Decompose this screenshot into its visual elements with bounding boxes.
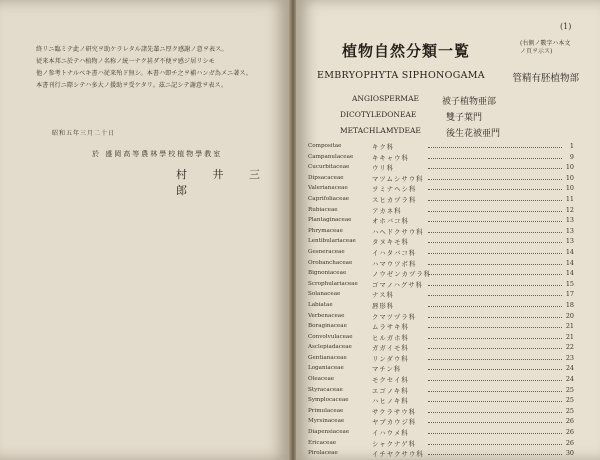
page-reference: 14 [565, 269, 574, 278]
division-name-ja: 管精有胚植物部 [512, 73, 579, 84]
family-name-latin: Plantaginaceae [308, 217, 352, 224]
index-row [308, 416, 574, 427]
page-reference: 22 [565, 343, 574, 352]
group-heading [340, 110, 483, 123]
page-reference: 11 [565, 194, 574, 203]
index-row [308, 162, 574, 173]
family-name-ja: ハヒノキ科 [372, 397, 409, 406]
index-row [308, 342, 574, 353]
index-row [308, 332, 574, 343]
group-name-ja: 後生花被亜門 [446, 129, 501, 139]
page-reference: 9 [569, 152, 574, 161]
group-name-en: DICOTYLEDONEAE [340, 110, 417, 119]
family-name-latin: Oleaceae [308, 376, 335, 383]
family-name-latin: Cucurbitaceae [308, 164, 350, 171]
index-row [308, 205, 574, 216]
family-name-latin: Phrymaceae [308, 227, 343, 234]
family-name-ja: イハタバコ科 [372, 248, 417, 257]
page-reference: 24 [565, 364, 574, 373]
family-name-ja: エゴノキ科 [372, 386, 409, 395]
index-row [308, 279, 574, 290]
family-name-ja: マチン科 [372, 365, 402, 374]
index-row [308, 289, 574, 300]
author-name: 村 井 三 郎 [176, 168, 271, 197]
family-name-latin: Verbenaceae [308, 312, 345, 319]
family-name-ja: ヲミナヘシ科 [372, 185, 417, 194]
leader-dots [428, 295, 562, 296]
leader-dots [428, 306, 562, 307]
page-reference: 21 [565, 332, 574, 341]
leader-dots [428, 348, 562, 349]
page-reference: 21 [565, 322, 574, 331]
leader-dots [428, 422, 562, 423]
family-name-latin: Primulaceae [308, 407, 344, 414]
family-name-latin: Myrsinaceae [308, 418, 345, 425]
page-reference: 26 [565, 428, 574, 437]
index-row [308, 152, 574, 163]
family-name-ja: イチヤクサウ科 [372, 450, 424, 459]
index-row [308, 353, 574, 364]
family-name-latin: Campanulaceae [308, 153, 354, 160]
page-reference: 25 [565, 396, 574, 405]
page-reference: 10 [565, 163, 574, 172]
index-row [308, 300, 574, 311]
preface-text [36, 44, 286, 92]
family-name-latin: Rubiaceae [308, 206, 338, 213]
index-row [308, 236, 574, 247]
index-row [308, 141, 574, 152]
family-name-ja: リンダウ科 [372, 354, 409, 363]
page-reference: 25 [565, 406, 574, 415]
page-reference: 30 [565, 449, 574, 458]
family-name-latin: Valerianaceae [308, 185, 348, 192]
index-row [308, 448, 574, 459]
title-note: (右側ノ數字ハ本文ノ頁ヲ示ス) [520, 40, 571, 55]
family-name-ja: ヤブカウジ科 [372, 418, 417, 427]
family-name-ja: ナス科 [372, 291, 394, 300]
group-name-ja: 雙子葉門 [446, 113, 483, 123]
leader-dots [428, 221, 562, 222]
page-number: (1) [560, 22, 572, 31]
family-name-latin: Diapensiaceae [308, 429, 350, 436]
family-name-latin: Orobanchaceae [308, 259, 353, 266]
leader-dots [428, 327, 562, 328]
leader-dots [428, 168, 562, 169]
index-row [308, 438, 574, 449]
family-name-latin: Styracaceae [308, 386, 343, 393]
family-name-latin: Ericaceae [308, 439, 337, 446]
family-index [308, 141, 574, 459]
family-name-latin: Gentianaceae [308, 354, 347, 361]
page-title: 植物自然分類一覧 [342, 42, 471, 60]
index-row [308, 247, 574, 258]
index-row [308, 173, 574, 184]
leader-dots [428, 380, 562, 381]
leader-dots [428, 264, 562, 265]
preface-line: 従来本邦ニ於テハ植物ノ名称ノ統一ナク甚ダ不便ヲ感ジ居リシモ [36, 58, 215, 65]
group-heading [352, 94, 497, 107]
leader-dots [428, 444, 562, 445]
family-name-latin: Pirolaceae [308, 450, 338, 457]
leader-dots [428, 253, 562, 254]
page-reference: 13 [565, 216, 574, 225]
family-name-latin: Dipsacaceae [308, 174, 344, 181]
family-name-latin: Compositae [308, 143, 342, 149]
family-name-latin: Solanaceae [308, 291, 341, 298]
index-row [308, 395, 574, 406]
leader-dots [428, 211, 562, 212]
leader-dots [428, 158, 562, 159]
index-row [308, 321, 574, 332]
index-row [308, 268, 574, 279]
leader-dots [428, 200, 562, 201]
page-reference: 15 [565, 279, 574, 288]
page-reference: 10 [565, 184, 574, 193]
family-name-ja: モクセイ科 [372, 376, 409, 385]
family-name-ja: タヌキモ科 [372, 238, 409, 247]
group-name-en: METACHLAMYDEAE [340, 126, 421, 135]
index-row [308, 215, 574, 226]
preface-line: 他ノ参考トナルベキ書ハ従来殆ド無シ。本書ハ即チ之ヲ補ハンガ為メニ著ス。 [36, 70, 252, 77]
page-reference: 26 [565, 417, 574, 426]
leader-dots [428, 242, 562, 243]
family-name-ja: マツムシサウ科 [372, 174, 424, 183]
leader-dots [428, 274, 562, 275]
page-reference: 1 [569, 142, 574, 150]
family-name-latin: Boraginaceae [308, 323, 347, 330]
leader-dots [428, 359, 562, 360]
family-name-ja: ヒルガホ科 [372, 333, 409, 342]
family-name-ja: ウリ科 [372, 164, 395, 173]
family-name-ja: オホバコ科 [372, 217, 409, 226]
page-reference: 23 [565, 353, 574, 362]
division-heading [317, 70, 579, 84]
family-name-ja: ノウゼンカヅラ科 [372, 270, 432, 279]
index-row [308, 311, 574, 322]
leader-dots [428, 189, 562, 190]
page-reference: 14 [565, 258, 574, 267]
page-reference: 18 [565, 300, 574, 309]
family-name-ja: ハマウツボ科 [372, 259, 417, 268]
page-reference: 17 [565, 290, 574, 299]
family-name-ja: クマツヅラ科 [372, 312, 417, 321]
family-name-latin: Labiatae [308, 301, 333, 308]
family-name-latin: Convolvulaceae [308, 333, 353, 340]
family-name-ja: スヒカヅラ科 [372, 195, 417, 204]
page-reference: 12 [565, 205, 574, 214]
family-name-latin: Lentibulariaceae [308, 238, 356, 245]
family-name-latin: Asclepiadaceae [308, 344, 352, 351]
left-page [0, 0, 290, 460]
family-name-ja: アカネ科 [372, 206, 402, 215]
leader-dots [428, 317, 562, 318]
page-reference: 10 [565, 173, 574, 182]
index-row [308, 183, 574, 194]
page-reference: 14 [565, 247, 574, 256]
group-name-ja: 被子植物亜部 [442, 97, 497, 107]
page-reference: 20 [565, 311, 574, 320]
family-name-latin: Gesneraceae [308, 248, 345, 255]
index-row [308, 427, 574, 438]
index-row [308, 406, 574, 417]
family-name-ja: ゴマノハグサ科 [372, 280, 424, 289]
index-row [308, 194, 574, 205]
family-name-latin: Scrophulariaceae [308, 280, 358, 287]
index-row [308, 226, 574, 237]
index-row [308, 385, 574, 396]
family-name-ja: キキャウ科 [372, 153, 409, 162]
preface-date: 昭和五年三月二十日 [52, 130, 116, 137]
division-name-en: EMBRYOPHYTA SIPHONOGAMA [317, 70, 485, 81]
family-name-ja: サクラサウ科 [372, 407, 417, 416]
family-name-latin: Loganiaceae [308, 365, 344, 372]
page-reference: 25 [565, 385, 574, 394]
preface-line: 終リニ臨ミテ此ノ研究ヲ助ケラレタル諸先輩ニ厚ク感謝ノ意ヲ表ス。 [36, 46, 228, 53]
family-name-ja: イハウメ科 [372, 429, 409, 438]
family-name-latin: Bignoniaceae [308, 270, 347, 277]
family-name-ja: シャクナゲ科 [372, 439, 416, 448]
family-name-latin: Symplocaceae [308, 397, 349, 404]
family-name-ja: ガガイモ科 [372, 344, 409, 353]
family-name-ja: 唇形科 [372, 301, 395, 310]
leader-dots [428, 369, 562, 370]
group-heading [340, 126, 501, 139]
family-name-latin: Caprifoliaceae [308, 195, 350, 202]
page-reference: 24 [565, 375, 574, 384]
leader-dots [428, 147, 562, 148]
family-name-ja: キク科 [372, 143, 395, 151]
leader-dots [428, 454, 562, 455]
leader-dots [428, 285, 562, 286]
leader-dots [428, 391, 562, 392]
page-reference: 26 [565, 438, 574, 447]
family-name-ja: ムラサキ科 [372, 323, 409, 332]
leader-dots [428, 401, 562, 402]
leader-dots [428, 338, 562, 339]
author-affiliation: 於 盛岡高等農林學校植物學教室 [92, 150, 223, 158]
leader-dots [428, 433, 562, 434]
page-reference: 13 [565, 237, 574, 246]
index-row [308, 374, 574, 385]
preface-line: 本書刊行ニ際シテハ多大ノ援助ヲ受ケタリ。茲ニ記シテ謝意ヲ表ス。 [36, 82, 228, 89]
group-name-en: ANGIOSPERMAE [352, 94, 419, 103]
leader-dots [428, 412, 562, 413]
family-name-ja: ハヘドクサウ科 [372, 227, 424, 236]
index-row [308, 258, 574, 269]
leader-dots [428, 232, 562, 233]
leader-dots [428, 179, 562, 180]
index-row [308, 363, 574, 374]
page-reference: 13 [565, 226, 574, 235]
